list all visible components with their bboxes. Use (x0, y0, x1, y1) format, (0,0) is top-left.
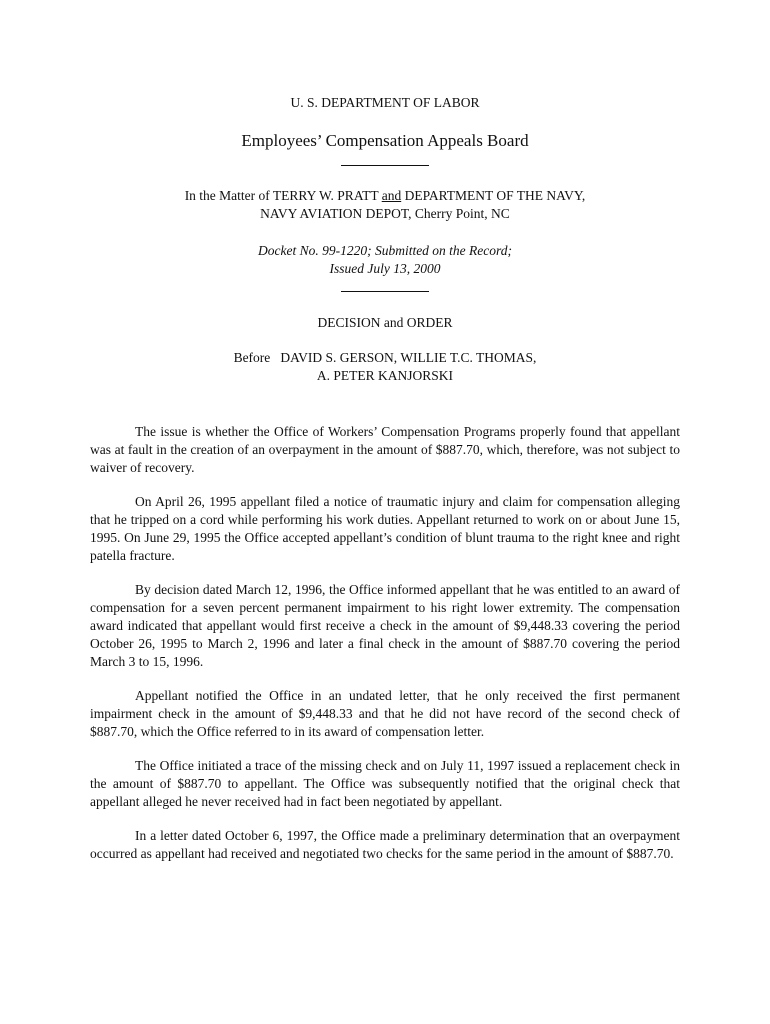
caption-suffix: DEPARTMENT OF THE NAVY, (401, 188, 586, 203)
paragraph: Appellant notified the Office in an undated letter, that he only received the first permanent impairment check in the amount of $9,448.33 and that he did not have record of the second check of $887.70, which the Office referred to in its award of compensation letter. (90, 688, 680, 739)
docket-line1: Docket No. 99-1220; Submitted on the Record; (257, 243, 513, 258)
paragraph: The issue is whether the Office of Workers’ Compensation Programs properly found that appellant was at fault in the creation of an overpayment in the amount of $887.70, which, therefore, was not subject to waiver of recovery. (90, 424, 680, 475)
docket-line2: Issued July 13, 2000 (329, 261, 441, 276)
board-title: Employees’ Compensation Appeals Board (241, 131, 529, 150)
divider-rule (341, 165, 429, 166)
department-heading: U. S. DEPARTMENT OF LABOR (290, 95, 480, 110)
paragraph: On April 26, 1995 appellant filed a notice of traumatic injury and claim for compensation alleging that he tripped on a cord while performing his work duties. Appellant returned to work on or about June 15, 1995. On June 29, 1995 the Office accepted appellant’s condition of blunt trauma to the right knee and right patella fracture. (90, 494, 680, 563)
divider-rule (341, 291, 429, 292)
paragraph: By decision dated March 12, 1996, the Office informed appellant that he was entitled to an award of compensation for a seven percent permanent impairment to his right lower extremity. The compensation award indicated that appellant would first receive a check in the amount of $9,448.33 covering the period October 26, 1995 to March 2, 1996 and later a final check in the amount of $887.70 covering the period March 3 to 15, 1996. (90, 582, 680, 669)
case-caption-line2: NAVY AVIATION DEPOT, Cherry Point, NC (260, 206, 510, 221)
case-caption-line1 (0, 187, 770, 205)
decision-title: DECISION and ORDER (317, 315, 453, 330)
panel-line2: A. PETER KANJORSKI (316, 368, 454, 383)
caption-prefix: In the Matter of TERRY W. PRATT (184, 188, 382, 203)
opinion-body (90, 423, 680, 879)
paragraph: In a letter dated October 6, 1997, the Office made a preliminary determination that an overpayment occurred as appellant had received and negotiated two checks for the same period in the amount of $887.70. (90, 828, 680, 861)
panel-line1: Before DAVID S. GERSON, WILLIE T.C. THOMAS, (233, 350, 537, 365)
paragraph: The Office initiated a trace of the missing check and on July 11, 1997 issued a replacement check in the amount of $887.70 to appellant. The Office was subsequently notified that the original check that appellant alleged he never received had in fact been negotiated by appellant. (90, 758, 680, 809)
caption-and: and (381, 188, 402, 203)
